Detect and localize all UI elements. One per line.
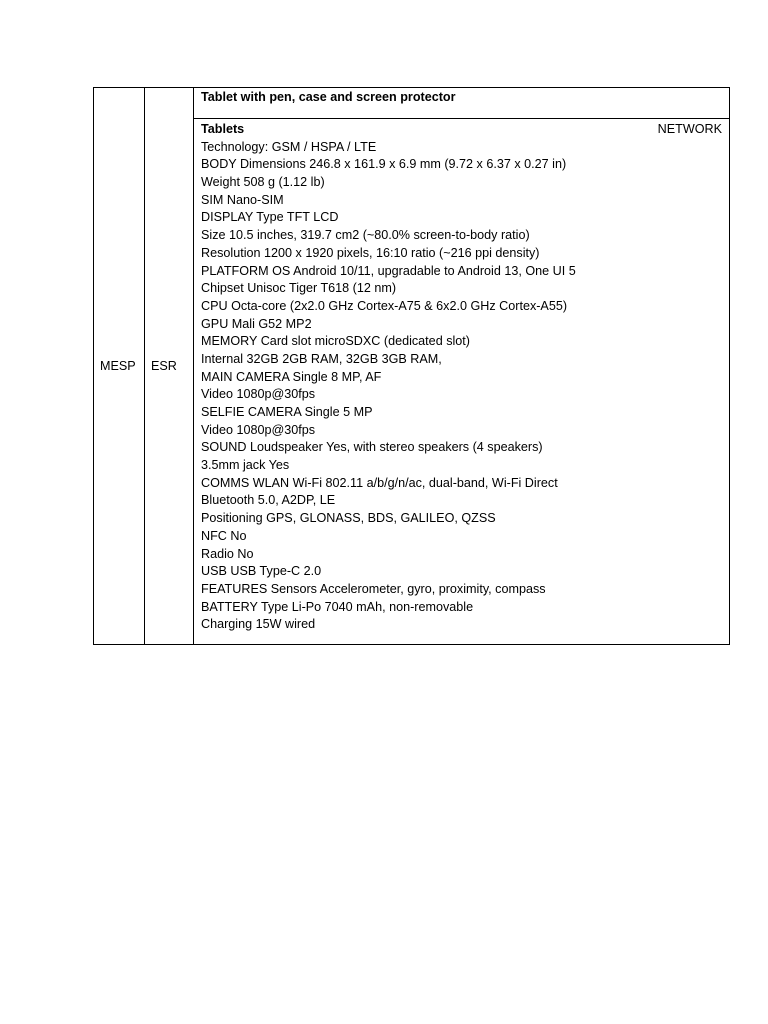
spec-line: Radio No <box>201 546 254 561</box>
spec-line: Video 1080p@30fps <box>201 387 316 402</box>
spec-line: Video 1080p@30fps <box>201 422 316 437</box>
network-label: NETWORK <box>657 122 722 136</box>
spec-line: MAIN CAMERA Single 8 MP, AF <box>201 369 382 384</box>
spec-line: Charging 15W wired <box>201 617 316 632</box>
spec-line: SOUND Loudspeaker Yes, with stereo speakers (4 speakers) <box>201 440 543 455</box>
title-row <box>94 88 730 119</box>
spec-line: Size 10.5 inches, 319.7 cm2 (~80.0% screen-to-body ratio) <box>201 228 530 243</box>
spec-list <box>201 139 722 634</box>
specs-cell <box>194 119 730 645</box>
category-label: Tablets <box>201 122 245 136</box>
spec-line: DISPLAY Type TFT LCD <box>201 210 339 225</box>
spec-line: Bluetooth 5.0, A2DP, LE <box>201 493 336 508</box>
spec-line: BODY Dimensions 246.8 x 161.9 x 6.9 mm (9.72 x 6.37 x 0.27 in) <box>201 157 567 172</box>
spec-line: 3.5mm jack Yes <box>201 458 290 473</box>
spec-line: NFC No <box>201 528 247 543</box>
spec-line: Positioning GPS, GLONASS, BDS, GALILEO, QZSS <box>201 511 496 526</box>
code-cell-mesp: MESP <box>94 88 145 645</box>
spec-line: Technology: GSM / HSPA / LTE <box>201 139 377 154</box>
spec-line: SELFIE CAMERA Single 5 MP <box>201 405 373 419</box>
spec-line: MEMORY Card slot microSDXC (dedicated slot) <box>201 334 470 349</box>
specs-header <box>201 121 722 139</box>
spec-line: Internal 32GB 2GB RAM, 32GB 3GB RAM, <box>201 351 442 366</box>
product-spec-table <box>93 87 730 645</box>
spec-line: Resolution 1200 x 1920 pixels, 16:10 ratio (~216 ppi density) <box>201 245 540 260</box>
spec-line: Chipset Unisoc Tiger T618 (12 nm) <box>201 281 397 296</box>
spec-line: COMMS WLAN Wi-Fi 802.11 a/b/g/n/ac, dual-band, Wi-Fi Direct <box>201 475 558 490</box>
code-cell-esr: ESR <box>145 88 194 645</box>
spec-line: PLATFORM OS Android 10/11, upgradable to Android 13, One UI 5 <box>201 263 576 278</box>
spec-line: Weight 508 g (1.12 lb) <box>201 175 325 190</box>
spec-line: BATTERY Type Li-Po 7040 mAh, non-removable <box>201 599 474 614</box>
spec-line: SIM Nano-SIM <box>201 192 284 207</box>
spec-line: FEATURES Sensors Accelerometer, gyro, proximity, compass <box>201 581 546 596</box>
spec-line: CPU Octa-core (2x2.0 GHz Cortex-A75 & 6x2.0 GHz Cortex-A55) <box>201 298 568 313</box>
spec-line: GPU Mali G52 MP2 <box>201 316 312 331</box>
product-title: Tablet with pen, case and screen protector <box>194 88 730 119</box>
spec-line: USB USB Type-C 2.0 <box>201 564 322 579</box>
